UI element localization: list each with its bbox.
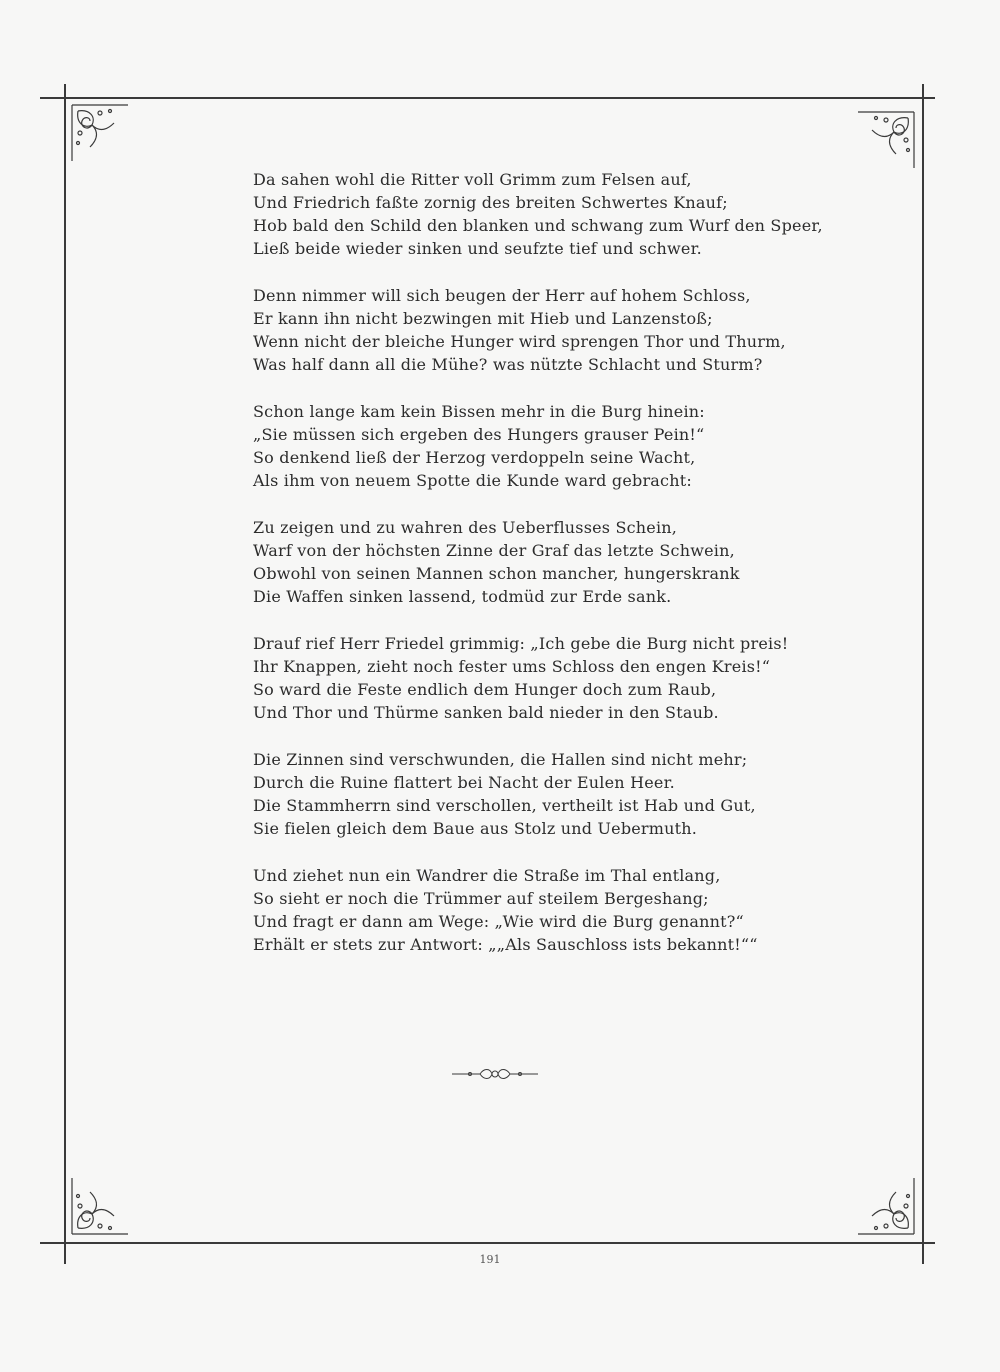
frame-top-rule [40,97,935,99]
poem-line: Die Zinnen sind verschwunden, die Hallen sind nicht mehr; [253,750,748,769]
poem-line: Ließ beide wieder sinken und seufzte tief und schwer. [253,239,702,258]
poem-line: Warf von der höchsten Zinne der Graf das letzte Schwein, [253,541,735,560]
frame-bottom-rule [40,1242,935,1244]
poem-line: Da sahen wohl die Ritter voll Grimm zum Felsen auf, [253,170,692,189]
corner-ornament-top-right [856,110,916,170]
frame-right-rule [922,84,924,1264]
poem-line: Er kann ihn nicht bezwingen mit Hieb und Lanzenstoß; [253,309,713,328]
poem-line: Und ziehet nun ein Wandrer die Straße im Thal entlang, [253,866,721,885]
poem-line: Als ihm von neuem Spotte die Kunde ward gebracht: [253,471,692,490]
corner-ornament-top-left [70,103,130,163]
poem-line: Die Stammherrn sind verschollen, vertheilt ist Hab und Gut, [253,796,756,815]
poem-line: Durch die Ruine flattert bei Nacht der Eulen Heer. [253,773,675,792]
poem-line: Ihr Knappen, zieht noch fester ums Schloss den engen Kreis!“ [253,657,771,676]
poem-line: Und fragt er dann am Wege: „Wie wird die Burg genannt?“ [253,912,744,931]
stanza [253,168,823,260]
frame-left-rule [64,84,66,1264]
stanza [253,400,773,492]
poem-line: So denkend ließ der Herzog verdoppeln seine Wacht, [253,448,696,467]
stanza [253,284,786,376]
poem-line: So sieht er noch die Trümmer auf steilem Bergeshang; [253,889,709,908]
poem-line: Wenn nicht der bleiche Hunger wird sprengen Thor und Thurm, [253,332,786,351]
poem-line: Was half dann all die Mühe? was nützte Schlacht und Sturm? [253,355,763,374]
poem-line: Zu zeigen und zu wahren des Ueberflusses Schein, [253,518,678,537]
poem-line: Obwohl von seinen Mannen schon mancher, hungerskrank [253,564,740,583]
poem-line: „Sie müssen sich ergeben des Hungers grauser Pein!“ [253,425,705,444]
stanza [253,516,773,608]
poem-line: Sie fielen gleich dem Baue aus Stolz und Uebermuth. [253,819,698,838]
poem-body [253,168,823,980]
poem-line: Denn nimmer will sich beugen der Herr auf hohem Schloss, [253,286,751,305]
corner-ornament-bottom-right [856,1176,916,1236]
poem-line: Schon lange kam kein Bissen mehr in die Burg hinein: [253,402,705,421]
corner-ornament-bottom-left [70,1176,130,1236]
poem-line: So ward die Feste endlich dem Hunger doch zum Raub, [253,680,717,699]
stanza [253,632,789,724]
page-number: 191 [479,1253,501,1266]
poem-line: Und Thor und Thürme sanken bald nieder in den Staub. [253,703,719,722]
poem-line: Hob bald den Schild den blanken und schwang zum Wurf den Speer, [253,216,823,235]
poem-line: Erhält er stets zur Antwort: „„Als Sauschloss ists bekannt!““ [253,935,758,954]
stanza [253,748,773,840]
end-ornament [450,1064,540,1084]
poem-line: Drauf rief Herr Friedel grimmig: „Ich gebe die Burg nicht preis! [253,634,789,653]
poem-line: Und Friedrich faßte zornig des breiten Schwertes Knauf; [253,193,728,212]
stanza [253,864,773,956]
poem-line: Die Waffen sinken lassend, todmüd zur Erde sank. [253,587,672,606]
